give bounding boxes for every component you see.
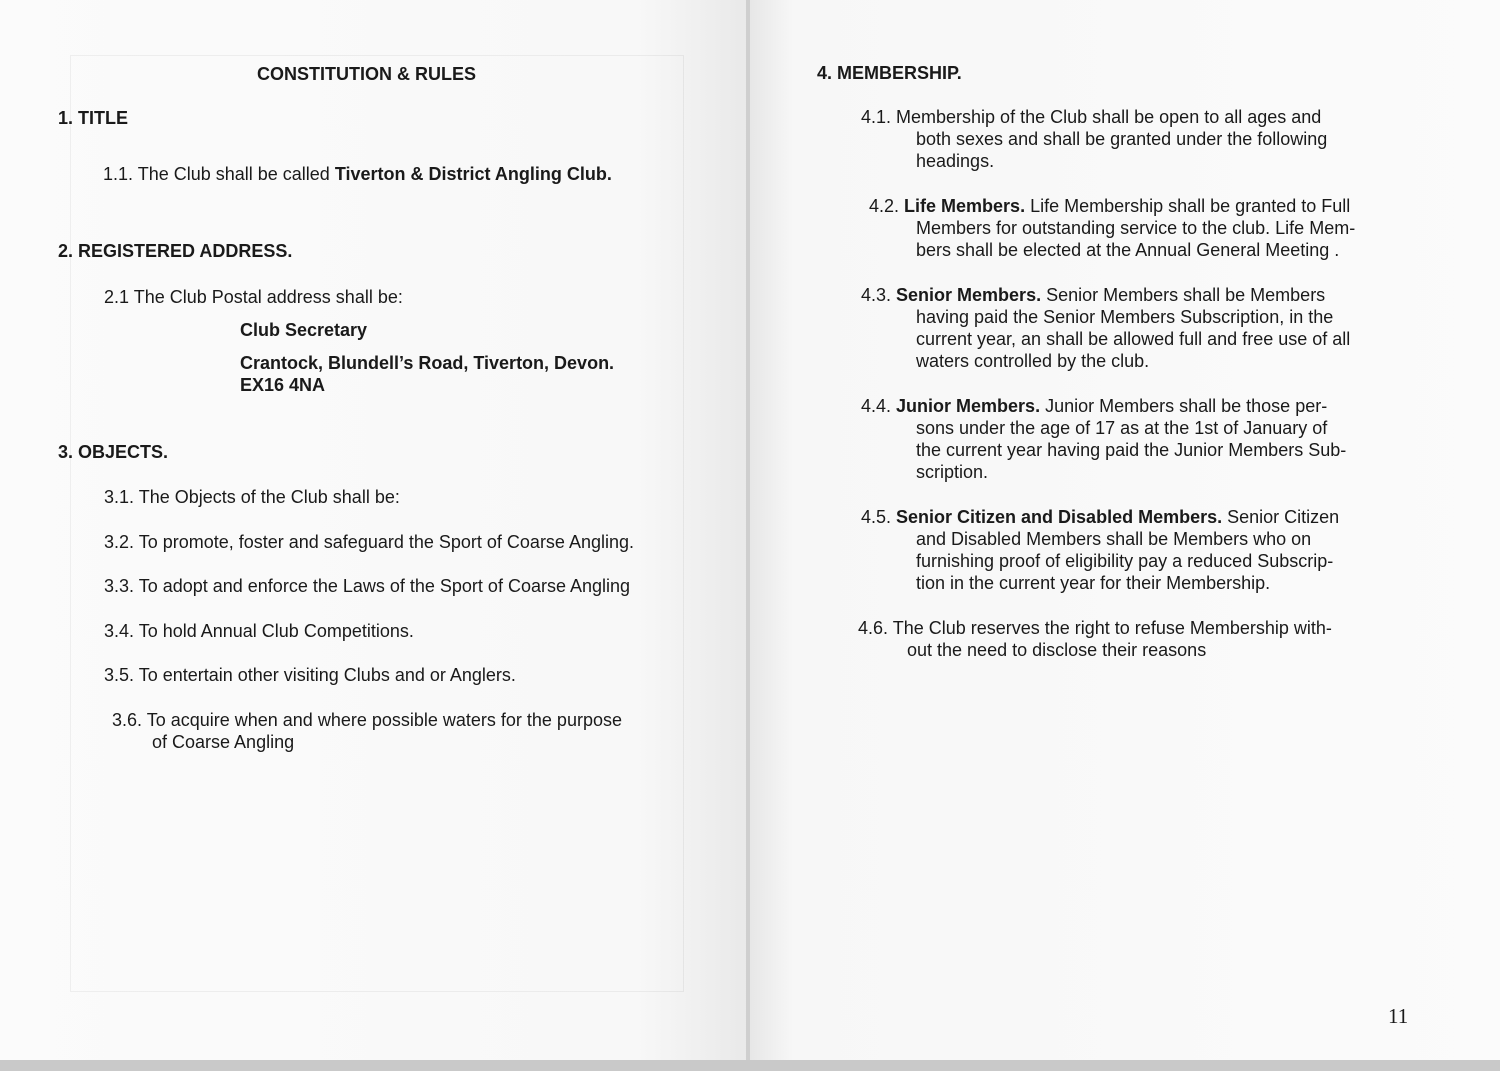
section-title-heading: 1. TITLE <box>58 108 129 128</box>
life-members-term: Life Members. <box>904 196 1026 216</box>
item-4-4-line-3: the current year having paid the Junior Members Sub- <box>916 440 1347 460</box>
item-4-2-line-2: Members for outstanding service to the club. Life Mem- <box>916 218 1356 238</box>
item-4-1-line-1: 4.1. Membership of the Club shall be open to all ages and <box>861 107 1322 127</box>
item-3-6-line-1: 3.6. To acquire when and where possible waters for the purpose <box>112 710 622 730</box>
senior-members-term: Senior Members. <box>896 285 1042 305</box>
item-4-3-line-4: waters controlled by the club. <box>916 351 1150 371</box>
address-postcode: EX16 4NA <box>240 375 326 395</box>
item-4-3-line-3: current year, an shall be allowed full and free use of all <box>916 329 1351 349</box>
item-4-4-line-1: 4.4. Junior Members. Junior Members shall be those per- <box>861 396 1328 416</box>
item-4-5-line-3: furnishing proof of eligibility pay a reduced Subscrip- <box>916 551 1334 571</box>
item-4-4-line-4: scription. <box>916 462 989 482</box>
address-line-1: Crantock, Blundell’s Road, Tiverton, Devon. <box>240 353 615 373</box>
bleed-through-table <box>70 55 684 992</box>
item-4-4-line-2: sons under the age of 17 as at the 1st of January of <box>916 418 1328 438</box>
item-4-5-line-4: tion in the current year for their Membership. <box>916 573 1271 593</box>
item-3-1: 3.1. The Objects of the Club shall be: <box>104 487 400 507</box>
senior-citizen-disabled-term: Senior Citizen and Disabled Members. <box>896 507 1223 527</box>
section-membership-heading: 4. MEMBERSHIP. <box>817 63 962 83</box>
item-3-6-line-2: of Coarse Angling <box>152 732 295 752</box>
junior-members-term: Junior Members. <box>896 396 1041 416</box>
item-4-2-line-3: bers shall be elected at the Annual General Meeting . <box>916 240 1340 260</box>
page-bottom-edge <box>0 1060 1500 1071</box>
item-3-2: 3.2. To promote, foster and safeguard the Sport of Coarse Angling. <box>104 532 634 552</box>
item-4-3-line-1: 4.3. Senior Members. Senior Members shall be Members <box>861 285 1326 305</box>
section-address-heading: 2. REGISTERED ADDRESS. <box>58 241 293 261</box>
item-3-3: 3.3. To adopt and enforce the Laws of the Sport of Coarse Angling <box>104 576 631 596</box>
left-page <box>0 0 748 1060</box>
item-2-1: 2.1 The Club Postal address shall be: <box>104 287 403 307</box>
item-4-5-line-2: and Disabled Members shall be Members who on <box>916 529 1312 549</box>
section-objects-heading: 3. OBJECTS. <box>58 442 169 462</box>
page-heading: CONSTITUTION & RULES <box>257 64 476 84</box>
item-4-3-line-2: having paid the Senior Members Subscription, in the <box>916 307 1334 327</box>
club-name: Tiverton & District Angling Club. <box>334 164 612 184</box>
item-4-5-line-1: 4.5. Senior Citizen and Disabled Members. Senior Citizen <box>861 507 1340 527</box>
item-4-6-line-2: out the need to disclose their reasons <box>907 640 1207 660</box>
item-3-5: 3.5. To entertain other visiting Clubs and or Anglers. <box>104 665 516 685</box>
address-recipient: Club Secretary <box>240 320 368 340</box>
item-4-6-line-1: 4.6. The Club reserves the right to refuse Membership with- <box>858 618 1332 638</box>
item-1-1: 1.1. The Club shall be called Tiverton & District Angling Club. <box>103 164 612 184</box>
item-3-4: 3.4. To hold Annual Club Competitions. <box>104 621 414 641</box>
item-4-2-line-1: 4.2. Life Members. Life Membership shall be granted to Full <box>869 196 1351 216</box>
book-spine <box>746 0 750 1060</box>
page-number: 11 <box>1388 1004 1409 1028</box>
item-4-1-line-3: headings. <box>916 151 995 171</box>
item-4-1-line-2: both sexes and shall be granted under the following <box>916 129 1328 149</box>
right-page <box>748 0 1500 1060</box>
